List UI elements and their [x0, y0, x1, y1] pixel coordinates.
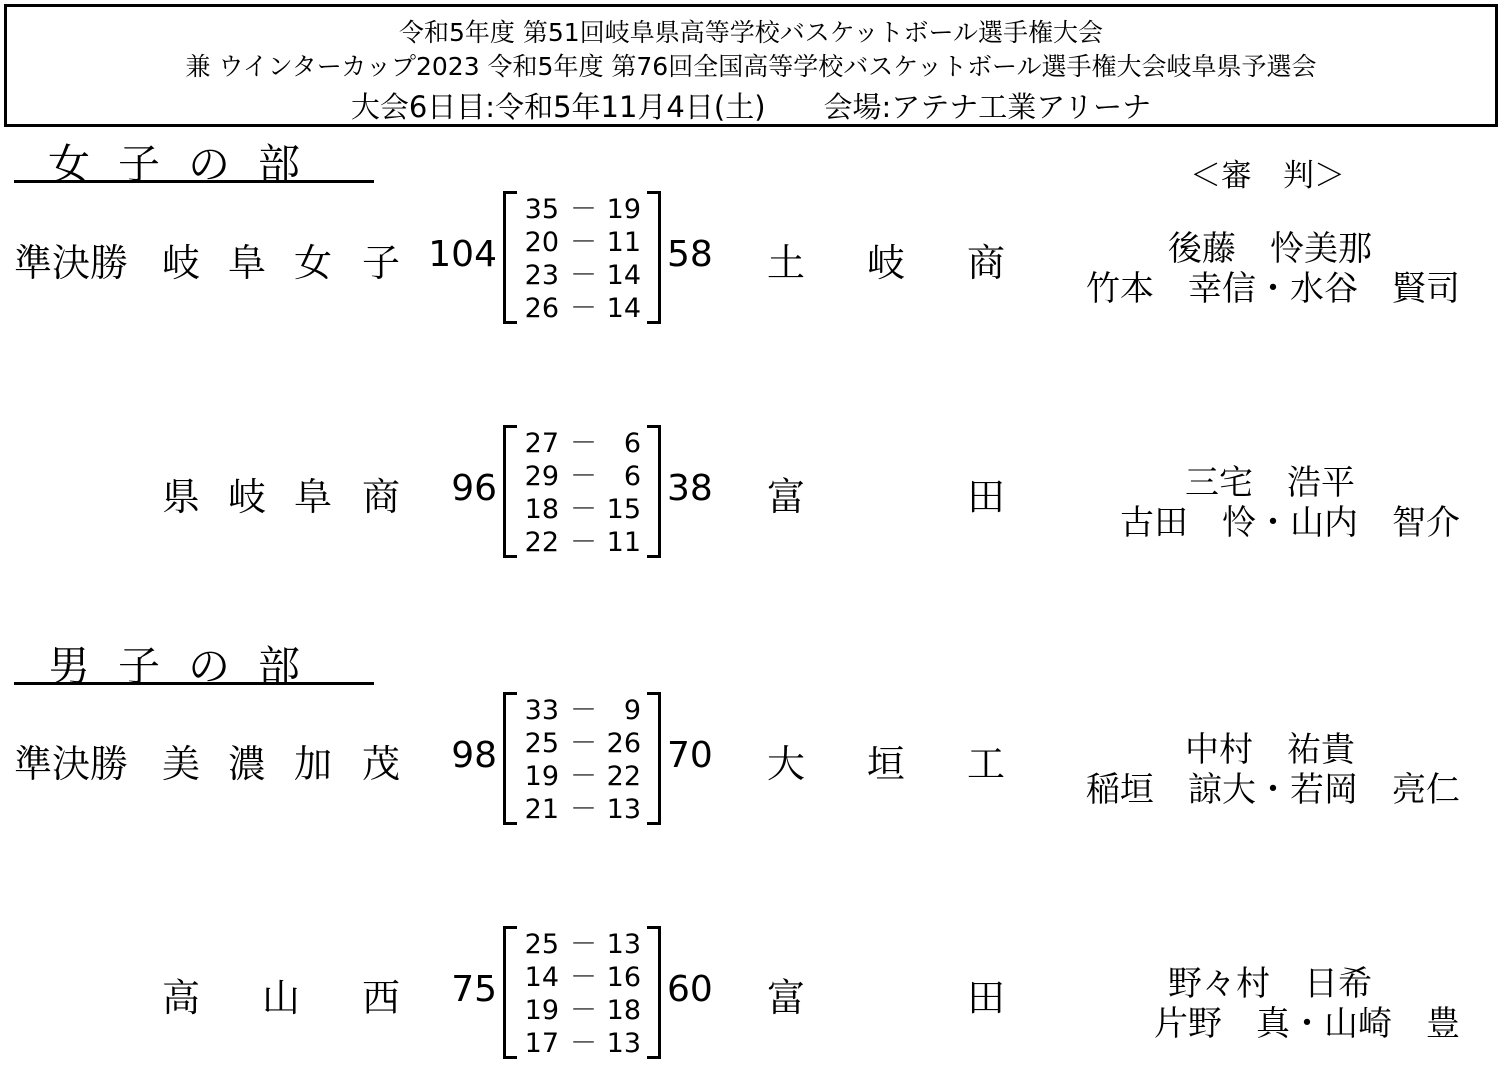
quarter-row	[503, 493, 661, 526]
team-b-char: 富	[766, 976, 805, 1020]
team-b-char: 富	[766, 475, 805, 519]
team-a-char: 阜	[293, 475, 332, 519]
quarter-dash: －	[570, 728, 597, 759]
referee-main: 後藤 怜美那	[1168, 229, 1372, 269]
quarter-dash: －	[570, 494, 597, 525]
referee-assistants: 古田 怜・山内 智介	[1120, 503, 1460, 543]
referee-main: 中村 祐貴	[1185, 730, 1355, 770]
quarter-score-a: 27	[524, 428, 559, 459]
quarter-score-b: 9	[623, 695, 641, 726]
quarter-row	[503, 460, 661, 493]
quarter-score-a: 25	[524, 728, 559, 759]
tournament-subtitle: 兼 ウインターカップ2023 令和5年度 第76回全国高等学校バスケットボール選手権大会岐阜県予選会	[185, 52, 1317, 81]
quarter-row	[503, 961, 661, 994]
team-b-score: 60	[667, 969, 713, 1010]
team-b-score: 38	[667, 468, 713, 509]
quarter-score-a: 14	[524, 962, 559, 993]
quarter-score-b: 26	[606, 728, 641, 759]
team-b-score: 58	[667, 234, 713, 275]
quarter-score-b: 6	[623, 461, 641, 492]
team-b-char: 土	[766, 241, 805, 285]
quarter-dash: －	[570, 695, 597, 726]
team-a-score: 96	[451, 468, 497, 509]
referee-assistants: 稲垣 諒大・若岡 亮仁	[1086, 770, 1460, 810]
referee-assistants: 竹本 幸信・水谷 賢司	[1086, 269, 1460, 309]
quarter-row	[503, 694, 661, 727]
team-b-char: 商	[966, 241, 1005, 285]
quarter-scores-bracket	[503, 692, 661, 825]
quarter-score-b: 13	[606, 1028, 641, 1059]
team-b-char: 垣	[866, 742, 905, 786]
team-a-score: 75	[451, 969, 497, 1010]
tournament-title: 令和5年度 第51回岐阜県高等学校バスケットボール選手権大会	[399, 18, 1103, 47]
quarter-score-a: 26	[524, 293, 559, 324]
quarter-scores-bracket	[503, 926, 661, 1059]
quarter-row	[503, 1027, 661, 1060]
quarter-score-b: 14	[606, 260, 641, 291]
team-a-char: 子	[361, 241, 400, 285]
quarter-row	[503, 259, 661, 292]
quarter-score-b: 15	[606, 494, 641, 525]
quarter-dash: －	[570, 194, 597, 225]
quarter-score-b: 16	[606, 962, 641, 993]
quarter-row	[503, 727, 661, 760]
section-men-label: 男子の部	[48, 642, 329, 691]
quarter-dash: －	[570, 293, 597, 324]
team-a-char: 茂	[361, 742, 400, 786]
quarter-row	[503, 292, 661, 325]
quarter-row	[503, 427, 661, 460]
team-b-char: 田	[966, 976, 1005, 1020]
quarter-row	[503, 928, 661, 961]
day-venue-line: 大会6日目:令和5年11月4日(土) 会場:アテナ工業アリーナ	[350, 90, 1152, 124]
quarter-dash: －	[570, 761, 597, 792]
quarter-dash: －	[570, 461, 597, 492]
team-a-char: 濃	[227, 742, 266, 786]
team-a-char: 岐	[161, 241, 200, 285]
quarter-dash: －	[570, 995, 597, 1026]
referee-heading: ＜審 判＞	[1190, 158, 1345, 194]
quarter-score-b: 18	[606, 995, 641, 1026]
quarter-dash: －	[570, 794, 597, 825]
quarter-scores-bracket	[503, 425, 661, 558]
round-label: 準決勝	[14, 241, 129, 285]
team-a-score: 104	[428, 234, 497, 275]
team-b-char: 工	[966, 742, 1005, 786]
quarter-score-b: 11	[606, 227, 641, 258]
team-a-char: 県	[161, 475, 200, 519]
team-b-char: 田	[966, 475, 1005, 519]
section-men	[14, 638, 374, 691]
quarter-score-b: 6	[623, 428, 641, 459]
tournament-header	[4, 4, 1498, 127]
quarter-score-b: 13	[606, 929, 641, 960]
quarter-score-a: 19	[524, 761, 559, 792]
quarter-score-a: 19	[524, 995, 559, 1026]
quarter-score-a: 35	[524, 194, 559, 225]
quarter-score-a: 25	[524, 929, 559, 960]
quarter-score-b: 19	[606, 194, 641, 225]
team-a-char: 山	[261, 976, 300, 1020]
referee-main: 野々村 日希	[1168, 964, 1372, 1004]
quarter-score-a: 29	[524, 461, 559, 492]
quarter-row	[503, 193, 661, 226]
quarter-score-b: 11	[606, 527, 641, 558]
section-women-label: 女子の部	[48, 140, 329, 189]
team-a-char: 阜	[227, 241, 266, 285]
referee-assistants: 片野 真・山崎 豊	[1154, 1004, 1460, 1044]
quarter-score-a: 21	[524, 794, 559, 825]
quarter-score-a: 33	[524, 695, 559, 726]
quarter-dash: －	[570, 260, 597, 291]
quarter-score-b: 14	[606, 293, 641, 324]
quarter-score-a: 18	[524, 494, 559, 525]
team-a-char: 西	[361, 976, 400, 1020]
quarter-row	[503, 226, 661, 259]
team-a-score: 98	[451, 735, 497, 776]
quarter-score-b: 13	[606, 794, 641, 825]
team-b-score: 70	[667, 735, 713, 776]
quarter-dash: －	[570, 227, 597, 258]
team-a-char: 商	[361, 475, 400, 519]
quarter-score-a: 20	[524, 227, 559, 258]
team-a-char: 女	[293, 241, 332, 285]
referee-main: 三宅 浩平	[1185, 463, 1355, 503]
team-a-char: 高	[161, 976, 200, 1020]
quarter-dash: －	[570, 428, 597, 459]
quarter-dash: －	[570, 962, 597, 993]
quarter-scores-bracket	[503, 191, 661, 324]
quarter-score-a: 17	[524, 1028, 559, 1059]
team-a-char: 岐	[227, 475, 266, 519]
quarter-row	[503, 526, 661, 559]
team-b-char: 岐	[866, 241, 905, 285]
team-a-char: 加	[293, 742, 332, 786]
team-a-char: 美	[161, 742, 200, 786]
team-b-char: 大	[766, 742, 805, 786]
quarter-dash: －	[570, 527, 597, 558]
quarter-score-b: 22	[606, 761, 641, 792]
round-label: 準決勝	[14, 742, 129, 786]
quarter-score-a: 23	[524, 260, 559, 291]
quarter-score-a: 22	[524, 527, 559, 558]
quarter-dash: －	[570, 929, 597, 960]
quarter-dash: －	[570, 1028, 597, 1059]
quarter-row	[503, 793, 661, 826]
quarter-row	[503, 760, 661, 793]
quarter-row	[503, 994, 661, 1027]
section-women	[14, 136, 374, 189]
